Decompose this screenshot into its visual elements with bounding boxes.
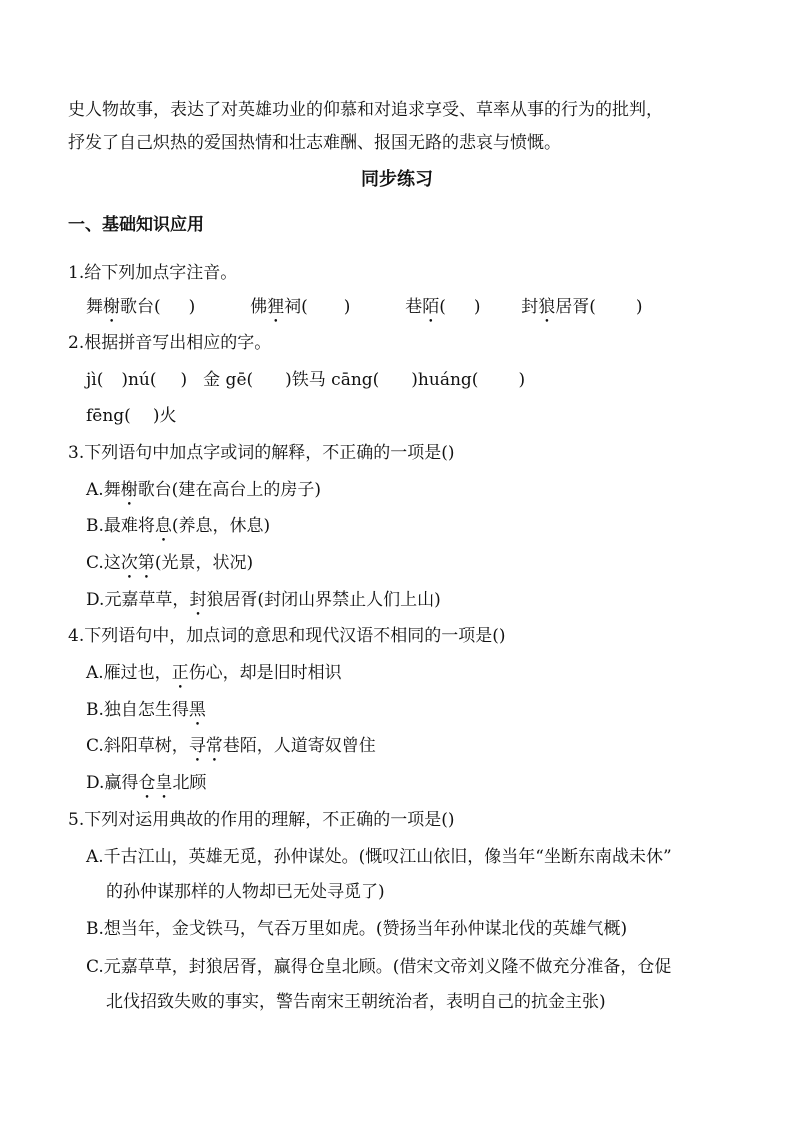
q4-option-c: C.斜阳草树，寻常巷陌，人道寄奴曾住 [86,736,376,756]
question-3-stem: 3.下列语句中加点字或词的解释，不正确的一项是() [68,443,455,463]
q3-option-d: D.元嘉草草，封狼居胥(封闭山界禁止人们上山) [86,590,441,610]
question-4-stem: 4.下列语句中，加点词的意思和现代汉语不相同的一项是() [68,626,506,646]
question-5-stem: 5.下列对运用典故的作用的理解，不正确的一项是() [68,810,455,830]
q4-option-d: D.赢得仓皇北顾 [86,773,207,793]
q5-option-a-line-1: A.千古江山，英雄无觅，孙仲谋处。(慨叹江山依旧，像当年“坐断东南战未休” [86,847,672,867]
intro-line-1: 史人物故事，表达了对英雄功业的仰慕和对追求享受、草率从事的行为的批判， [68,100,663,120]
question-2-row-2: fēng( )火 [86,406,177,426]
q4-option-b: B.独自怎生得黑 [86,700,206,720]
q4-option-a: A.雁过也，正伤心，却是旧时相识 [86,663,342,683]
q3-option-a: A.舞榭歌台(建在高台上的房子) [86,480,321,500]
q1-item-3: 巷陌( ) [405,297,481,317]
question-2-row-1: jì( )nú( ) 金 gē( )铁马 cāng( )huáng( ) [86,370,526,390]
question-1-stem: 1.给下列加点字注音。 [68,263,238,283]
section-heading: 一、基础知识应用 [68,215,204,235]
question-2-stem: 2.根据拼音写出相应的字。 [68,333,272,353]
page-title: 同步练习 [361,169,433,190]
q3-option-b: B.最难将息(养息，休息) [86,516,271,536]
q3-option-c: C.这次第(光景，状况) [86,553,254,573]
q1-item-2: 佛狸祠( ) [250,297,351,317]
q1-item-4: 封狼居胥( ) [521,297,643,317]
q5-option-a-line-2: 的孙仲谋那样的人物却已无处寻觅了) [106,882,385,902]
question-1-items [86,295,643,327]
q5-option-c-line-2: 北伐招致失败的事实，警告南宋王朝统治者，表明自己的抗金主张) [106,992,606,1012]
q5-option-b: B.想当年，金戈铁马，气吞万里如虎。(赞扬当年孙仲谋北伐的英雄气概) [86,919,628,939]
intro-line-2: 抒发了自己炽热的爱国热情和壮志难酬、报国无路的悲哀与愤慨。 [68,133,561,153]
q1-item-1: 舞榭歌台( ) [86,297,196,317]
q5-option-c-line-1: C.元嘉草草，封狼居胥，赢得仓皇北顾。(借宋文帝刘义隆不做充分准备，仓促 [86,957,672,977]
